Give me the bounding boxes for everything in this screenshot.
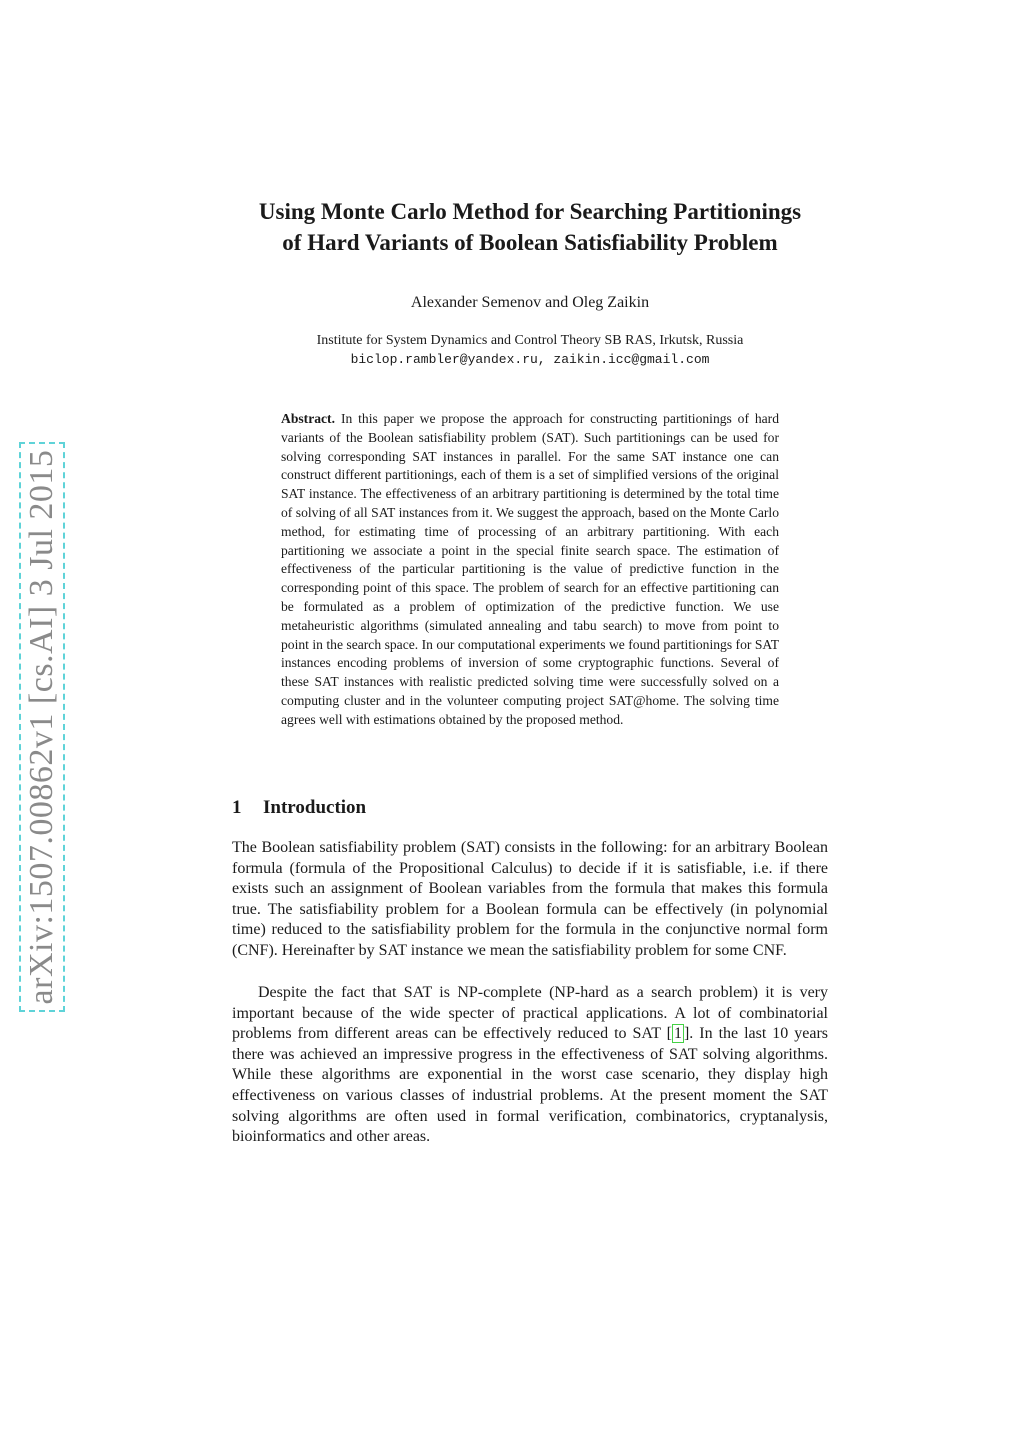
section-number: 1 [232,797,242,818]
intro-paragraph-2 [232,983,828,1148]
intro-paragraph-1: The Boolean satisfiability problem (SAT) consists in the following: for an arbitrary Boolean formula (formula of the Propositional Calculus) to decide if it is satisfiable, i.e. if there exists such an assignment of Boolean variables from the formula that makes this formula true. The satisfiability problem for a Boolean formula can be effectively (in polynomial time) reduced to the satisfiability problem for the formula in the conjunctive normal form (CNF). Hereinafter by SAT instance we mean the satisfiability problem for some CNF. [232,839,828,959]
title-line-2: of Hard Variants of Boolean Satisfiability Problem [282,230,778,255]
citation-link[interactable]: 1 [673,1025,682,1043]
abstract-text: In this paper we propose the approach for constructing partitionings of hard variants of the Boolean satisfiability problem (SAT). Such partitionings can be used for solving corresponding SAT instances in parallel. For the same SAT instance one can construct different partitionings, each of them is a set of simplified versions of the original SAT instance. The effectiveness of an arbitrary partitioning is determined by the total time of solving of all SAT instances from it. We suggest the approach, based on the Monte Carlo method, for estimating time of processing of an arbitrary partitioning. With each partitioning we associate a point in the special finite search space. The estimation of effectiveness of the particular partitioning is the value of predictive function in the corresponding point of this space. The problem of search for an effective partitioning can be formulated as a problem of optimization of the predictive function. We use metaheuristic algorithms (simulated annealing and tabu search) to move from point to point in the search space. In our computational experiments we found partitionings for SAT instances encoding problems of inversion of some cryptographic functions. Several of these SAT instances with realistic predicted solving time were successfully solved on a computing cluster and in the volunteer computing project SAT@home. The solving time agrees well with estimations obtained by the proposed method. [281,411,779,727]
paragraph-2-text-after-citation: ]. In the last 10 years there was achieved an impressive progress in the effectiveness of SAT solving algorithms. While these algorithms are exponential in the worst case scenario, they display high effectiveness on various classes of industrial problems. At the present moment the SAT solving algorithms are often used in formal verification, combinatorics, cryptanalysis, bioinformatics and other areas. [232,1025,828,1146]
arxiv-identifier-text: arXiv:1507.00862v1 [cs.AI] 3 Jul 2015 [23,449,60,1005]
author-emails[interactable]: biclop.rambler@yandex.ru, zaikin.icc@gmail.com [350,352,710,367]
affiliation-text: Institute for System Dynamics and Control Theory SB RAS, Irkutsk, Russia [316,333,744,348]
arxiv-identifier-stamp[interactable] [19,442,65,1012]
title-line-1: Using Monte Carlo Method for Searching Partitionings [258,199,802,224]
affiliation-block [200,331,860,369]
section-title: Introduction [263,797,367,818]
abstract [281,410,779,730]
paragraph-2-text-before-citation: Despite the fact that SAT is NP-complete (NP-hard as a search problem) it is very important because of the wide specter of practical applications. A lot of combinatorial problems from different areas can be effectively reduced to SAT [ [232,984,828,1043]
section-heading-introduction [232,797,366,819]
paper-title [200,196,860,258]
abstract-label: Abstract. [281,411,335,426]
author-list: Alexander Semenov and Oleg Zaikin [410,294,650,311]
